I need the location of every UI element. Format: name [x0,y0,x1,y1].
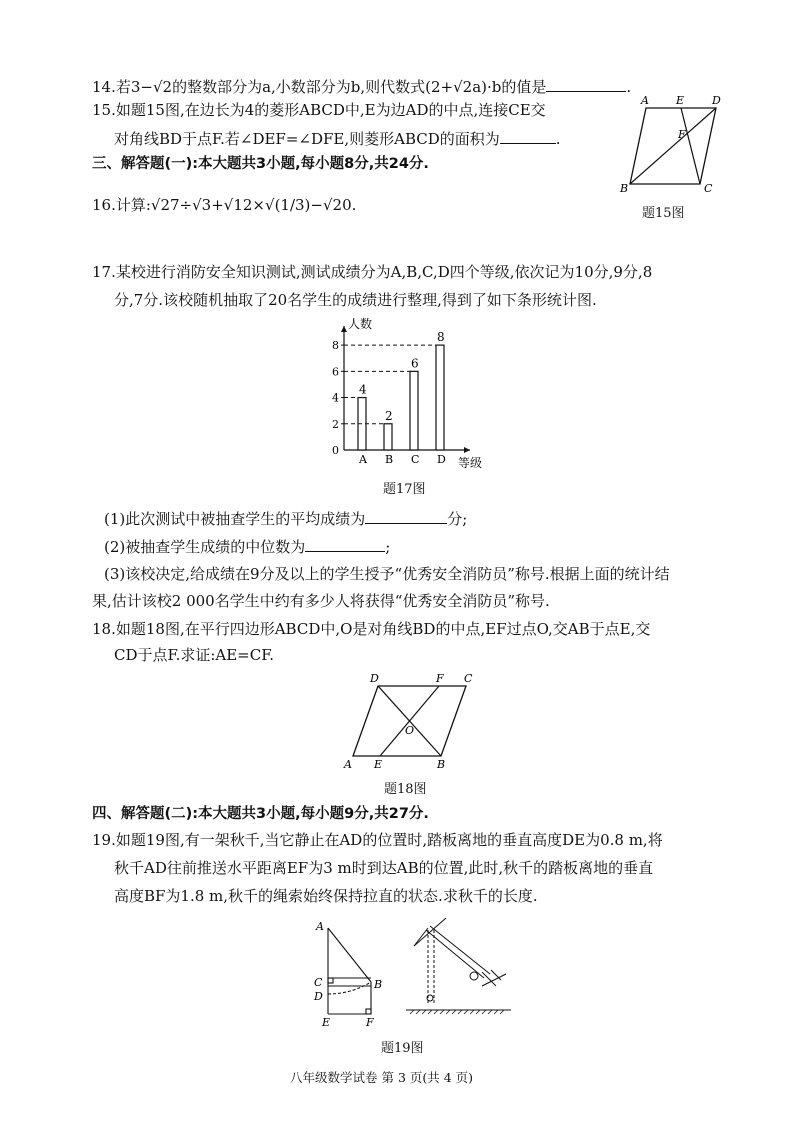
figure-19-geometry [328,928,371,1014]
segment-ce [681,108,700,184]
answer-blank[interactable] [305,536,385,552]
figure-15-caption: 题15图 [642,206,685,221]
chart-y-tick-label: 6 [332,365,339,379]
chart-bar [384,424,392,450]
label-f: F [436,672,444,685]
label-b: B [437,758,446,771]
swing-illustration [406,918,511,1010]
chart-data-label: 6 [411,356,419,371]
question-15-line2: 对角线BD于点F.若∠DEF=∠DFE,则菱形ABCD的面积为 . [114,130,561,148]
figure-19 [306,916,516,1030]
chart-y-axis-label: 人数 [348,317,373,331]
chart-data-label: 4 [359,382,367,397]
chart-category-label: B [385,453,394,466]
label-c: C [704,182,713,194]
chart-y-axis-arrow [341,326,347,332]
segment-ef [380,686,439,756]
label-a: A [316,920,324,933]
question-18-line2: CD于点F.求证:AE=CF. [114,646,275,664]
question-14-text: 14.若3−√2的整数部分为a,小数部分为b,则代数式(2+√2a)·b的值是 [92,78,547,96]
label-b: B [374,978,383,991]
chart-y-tick-label: 4 [332,391,339,405]
question-18-line1: 18.如题18图,在平行四边形ABCD中,O是对角线BD的中点,EF过点O,交AB于点E,交 [92,620,651,638]
page-footer: 八年级数学试卷 第 3 页(共 4 页) [290,1070,474,1085]
section-4-heading: 四、解答题(二):本大题共3小题,每小题9分,共27分. [92,806,429,822]
label-e: E [676,94,685,107]
question-17-line1: 17.某校进行消防安全知识测试,测试成绩分为A,B,C,D四个等级,依次记为10分,9分,8 [92,263,653,281]
label-d: D [712,94,721,107]
label-f: F [366,1016,374,1029]
question-19-line2: 秋千AD往前推送水平距离EF为3 m时到达AB的位置,此时,秋千的踏板离地的垂直 [114,859,654,877]
figure-17-caption: 题17图 [383,482,426,497]
label-a: A [641,94,649,107]
label-e: E [322,1016,331,1029]
chart-category-label: D [437,453,446,466]
label-e: E [374,758,383,771]
question-19-line1: 19.如题19图,有一架秋千,当它静止在AD的位置时,踏板离地的垂直高度DE为0.8 m,将 [92,831,663,849]
chart-bar [436,345,444,450]
label-d: D [370,672,379,685]
figure-15 [618,94,728,194]
figure-17-bar-chart [318,312,498,472]
answer-blank[interactable] [500,128,556,144]
label-o: O [405,724,415,737]
chart-x-axis-arrow [464,447,470,453]
figure-18 [338,668,478,772]
label-c: C [314,976,323,989]
label-d: D [314,990,323,1003]
answer-blank[interactable] [546,76,626,92]
question-15-line1: 15.如题15图,在边长为4的菱形ABCD中,E为边AD的中点,连接CE交 [92,101,546,119]
chart-x-axis-label: 等级 [458,456,483,470]
chart-category-label: A [359,453,367,466]
question-17-sub2: (2)被抽查学生成绩的中位数为 ; [104,538,391,556]
question-16: 16.计算:√27÷√3+√12×√(1/3)−√20. [92,196,357,214]
chart-bar [410,371,418,450]
chart-y-tick-label: 8 [332,339,339,353]
diagonal-bd [630,108,716,184]
question-17-line2: 分,7分.该校随机抽取了20名学生的成绩进行整理,得到了如下条形统计图. [114,291,597,309]
label-b: B [620,182,629,194]
answer-blank[interactable] [365,508,447,524]
label-a: A [344,758,352,771]
question-17-sub1: (1)此次测试中被抽查学生的平均成绩为 分; [104,510,468,528]
chart-category-label: C [411,453,420,466]
label-f: F [678,128,686,141]
figure-18-caption: 题18图 [384,782,427,797]
ground-hatching [410,1010,504,1014]
chart-data-label: 2 [385,408,393,423]
question-17-sub3-line2: 果,估计该校2 000名学生中约有多少人将获得“优秀安全消防员”称号. [92,592,550,610]
figure-19-caption: 题19图 [381,1041,424,1056]
question-19-line3: 高度BF为1.8 m,秋千的绳索始终保持拉直的状态.求秋千的长度. [114,887,538,905]
section-3-heading: 三、解答题(一):本大题共3小题,每小题8分,共24分. [92,156,429,172]
chart-y-tick-label: 0 [332,444,339,457]
question-17-sub3-line1: (3)该校决定,给成绩在9分及以上的学生授予“优秀安全消防员”称号.根据上面的统计结 [104,565,670,583]
label-c: C [464,672,473,685]
chart-y-tick-label: 2 [332,417,339,431]
chart-data-label: 8 [437,330,445,345]
question-14: 14.若3−√2的整数部分为a,小数部分为b,则代数式(2+√2a)·b的值是 . [92,78,632,96]
